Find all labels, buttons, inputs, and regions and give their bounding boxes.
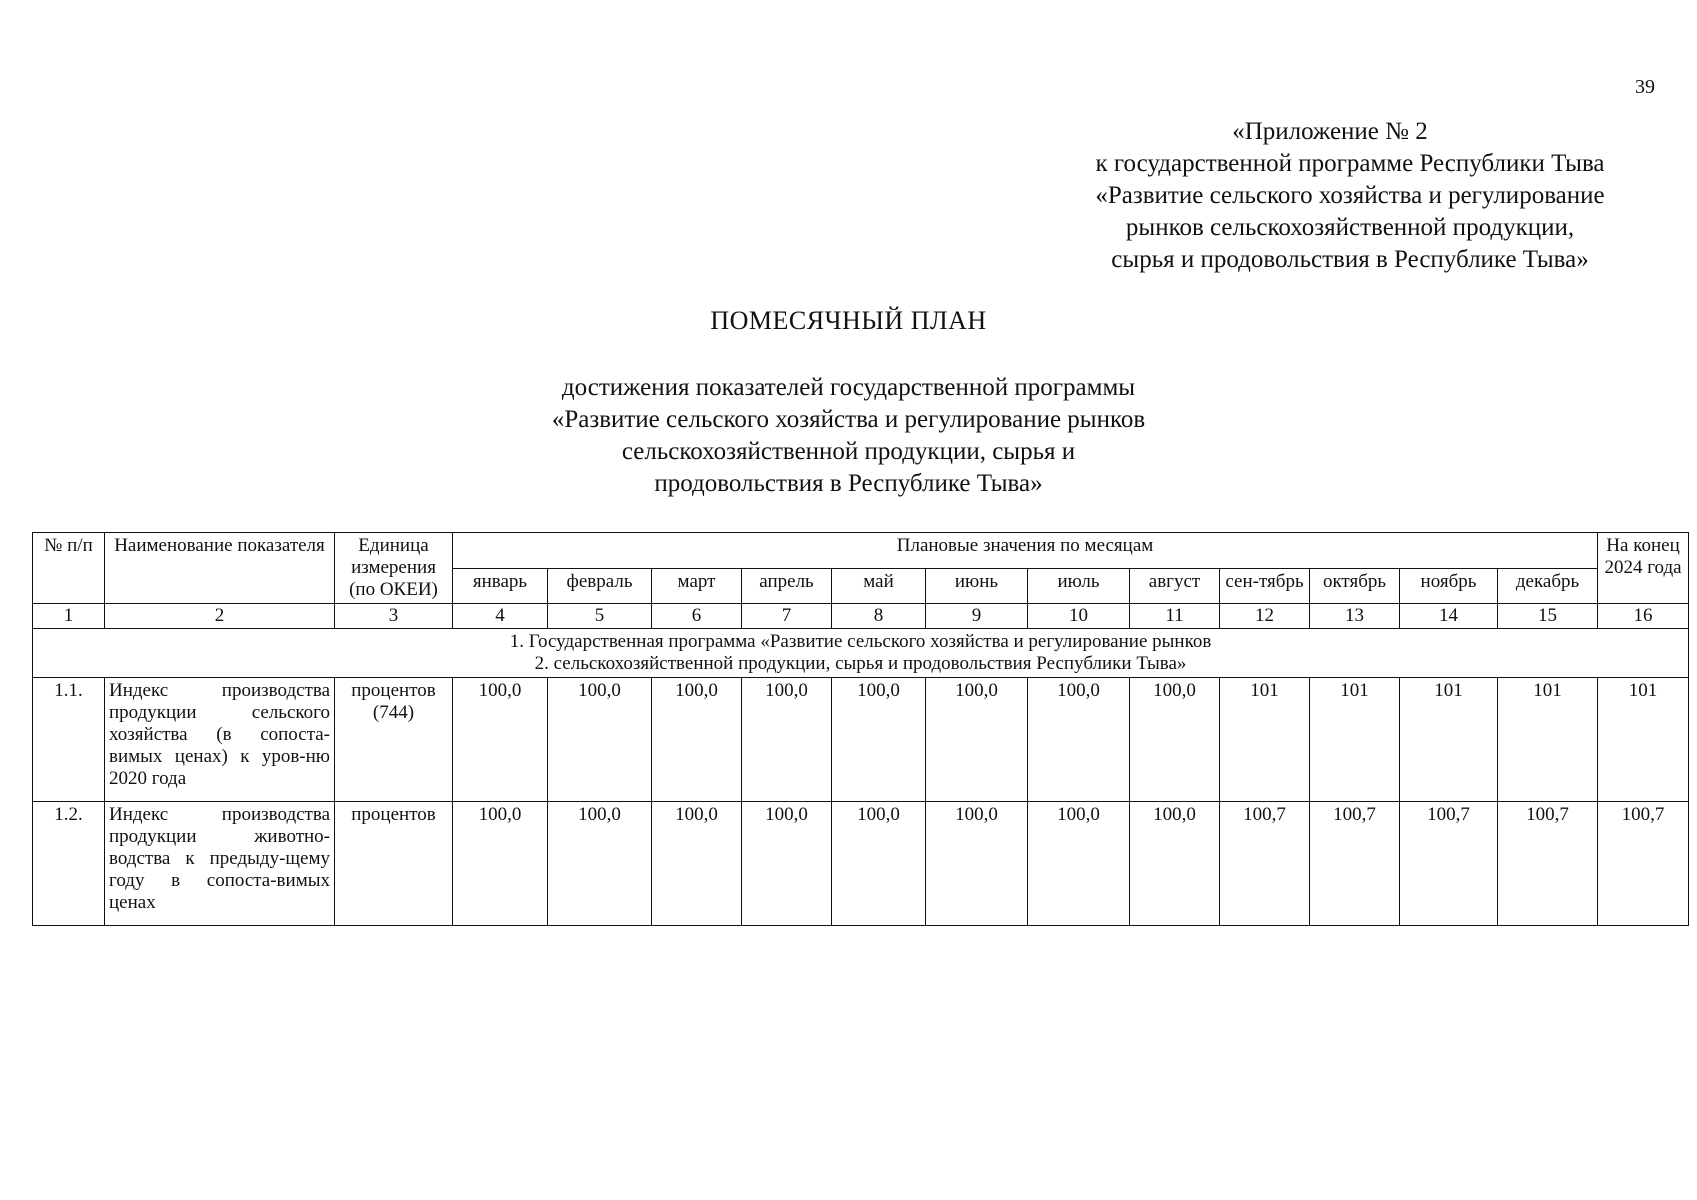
value-cell: 100,0 xyxy=(453,802,548,926)
header-row-group xyxy=(33,533,1689,569)
value-cell: 100,0 xyxy=(548,802,652,926)
column-index: 16 xyxy=(1598,604,1689,629)
value-cell: 101 xyxy=(1220,678,1310,802)
unit-cell: процентов (744) xyxy=(335,678,453,802)
value-cell: 101 xyxy=(1400,678,1498,802)
document-subtitle xyxy=(0,372,1697,500)
header-month: август xyxy=(1130,568,1220,604)
header-month: июнь xyxy=(926,568,1028,604)
document-title: ПОМЕСЯЧНЫЙ ПЛАН xyxy=(710,306,987,335)
value-cell: 100,0 xyxy=(453,678,548,802)
section-heading-line: 1. Государственная программа «Развитие сельского хозяйства и регулирование рынков xyxy=(509,631,1212,652)
monthly-plan-table xyxy=(32,532,1689,926)
value-cell: 100,0 xyxy=(1028,802,1130,926)
header-month: ноябрь xyxy=(1400,568,1498,604)
appendix-line: к государственной программе Республики Тыва xyxy=(1095,150,1605,177)
column-index: 11 xyxy=(1130,604,1220,629)
appendix-line: «Развитие сельского хозяйства и регулирование xyxy=(1095,182,1605,209)
appendix-line: «Приложение № 2 xyxy=(1232,118,1428,145)
value-cell: 100,0 xyxy=(832,678,926,802)
header-end-of-year: На конец 2024 года xyxy=(1598,533,1689,604)
value-cell: 101 xyxy=(1498,678,1598,802)
column-index: 7 xyxy=(742,604,832,629)
value-cell: 100,0 xyxy=(1130,802,1220,926)
column-index: 2 xyxy=(105,604,335,629)
header-month: декабрь xyxy=(1498,568,1598,604)
value-cell: 100,0 xyxy=(742,678,832,802)
value-cell: 100,0 xyxy=(926,678,1028,802)
column-index: 9 xyxy=(926,604,1028,629)
column-index: 5 xyxy=(548,604,652,629)
value-cell: 100,7 xyxy=(1498,802,1598,926)
column-index: 15 xyxy=(1498,604,1598,629)
subtitle-line: сельскохозяйственной продукции, сырья и xyxy=(621,438,1076,465)
value-cell: 100,0 xyxy=(1028,678,1130,802)
section-heading xyxy=(33,629,1689,678)
header-month: февраль xyxy=(548,568,652,604)
header-month: июль xyxy=(1028,568,1130,604)
value-cell: 100,0 xyxy=(548,678,652,802)
header-plan-group: Плановые значения по месяцам xyxy=(453,533,1598,569)
column-index: 13 xyxy=(1310,604,1400,629)
table-row xyxy=(33,802,1689,926)
value-cell: 100,0 xyxy=(652,678,742,802)
value-cell: 101 xyxy=(1598,678,1689,802)
table-row xyxy=(33,678,1689,802)
indicator-name: Индекс производства продукции сельского хозяйства (в сопоста-вимых ценах) к уров-ню 2020 года xyxy=(105,678,335,802)
header-number: № п/п xyxy=(33,533,105,604)
column-index: 14 xyxy=(1400,604,1498,629)
value-cell: 100,7 xyxy=(1220,802,1310,926)
value-cell: 100,7 xyxy=(1310,802,1400,926)
row-number: 1.1. xyxy=(33,678,105,802)
column-index-row xyxy=(33,604,1689,629)
column-index: 1 xyxy=(33,604,105,629)
value-cell: 100,0 xyxy=(832,802,926,926)
unit-cell: процентов xyxy=(335,802,453,926)
value-cell: 100,0 xyxy=(652,802,742,926)
indicator-name: Индекс производства продукции животно-водства к предыду-щему году в сопоста-вимых ценах xyxy=(105,802,335,926)
column-index: 10 xyxy=(1028,604,1130,629)
header-month: октябрь xyxy=(1310,568,1400,604)
column-index: 12 xyxy=(1220,604,1310,629)
appendix-line: рынков сельскохозяйственной продукции, xyxy=(1125,214,1575,241)
header-month: март xyxy=(652,568,742,604)
section-heading-line: 2. сельскохозяйственной продукции, сырья и продовольствия Республики Тыва» xyxy=(534,653,1187,674)
section-row xyxy=(33,629,1689,678)
value-cell: 100,0 xyxy=(1130,678,1220,802)
column-index: 8 xyxy=(832,604,926,629)
header-month: сен-тябрь xyxy=(1220,568,1310,604)
row-number: 1.2. xyxy=(33,802,105,926)
value-cell: 100,7 xyxy=(1598,802,1689,926)
subtitle-line: продовольствия в Республике Тыва» xyxy=(654,470,1043,497)
page-number: 39 xyxy=(1635,76,1655,98)
column-index: 4 xyxy=(453,604,548,629)
value-cell: 100,0 xyxy=(742,802,832,926)
value-cell: 101 xyxy=(1310,678,1400,802)
subtitle-line: достижения показателей государственной программы xyxy=(561,374,1136,401)
column-index: 6 xyxy=(652,604,742,629)
appendix-line: сырья и продовольствия в Республике Тыва» xyxy=(1111,246,1589,273)
header-month: май xyxy=(832,568,926,604)
header-month: январь xyxy=(453,568,548,604)
column-index: 3 xyxy=(335,604,453,629)
value-cell: 100,0 xyxy=(926,802,1028,926)
header-unit: Единица измерения (по ОКЕИ) xyxy=(335,533,453,604)
appendix-block xyxy=(1020,116,1680,276)
header-name: Наименование показателя xyxy=(105,533,335,604)
value-cell: 100,7 xyxy=(1400,802,1498,926)
header-month: апрель xyxy=(742,568,832,604)
subtitle-line: «Развитие сельского хозяйства и регулирование рынков xyxy=(551,406,1146,433)
